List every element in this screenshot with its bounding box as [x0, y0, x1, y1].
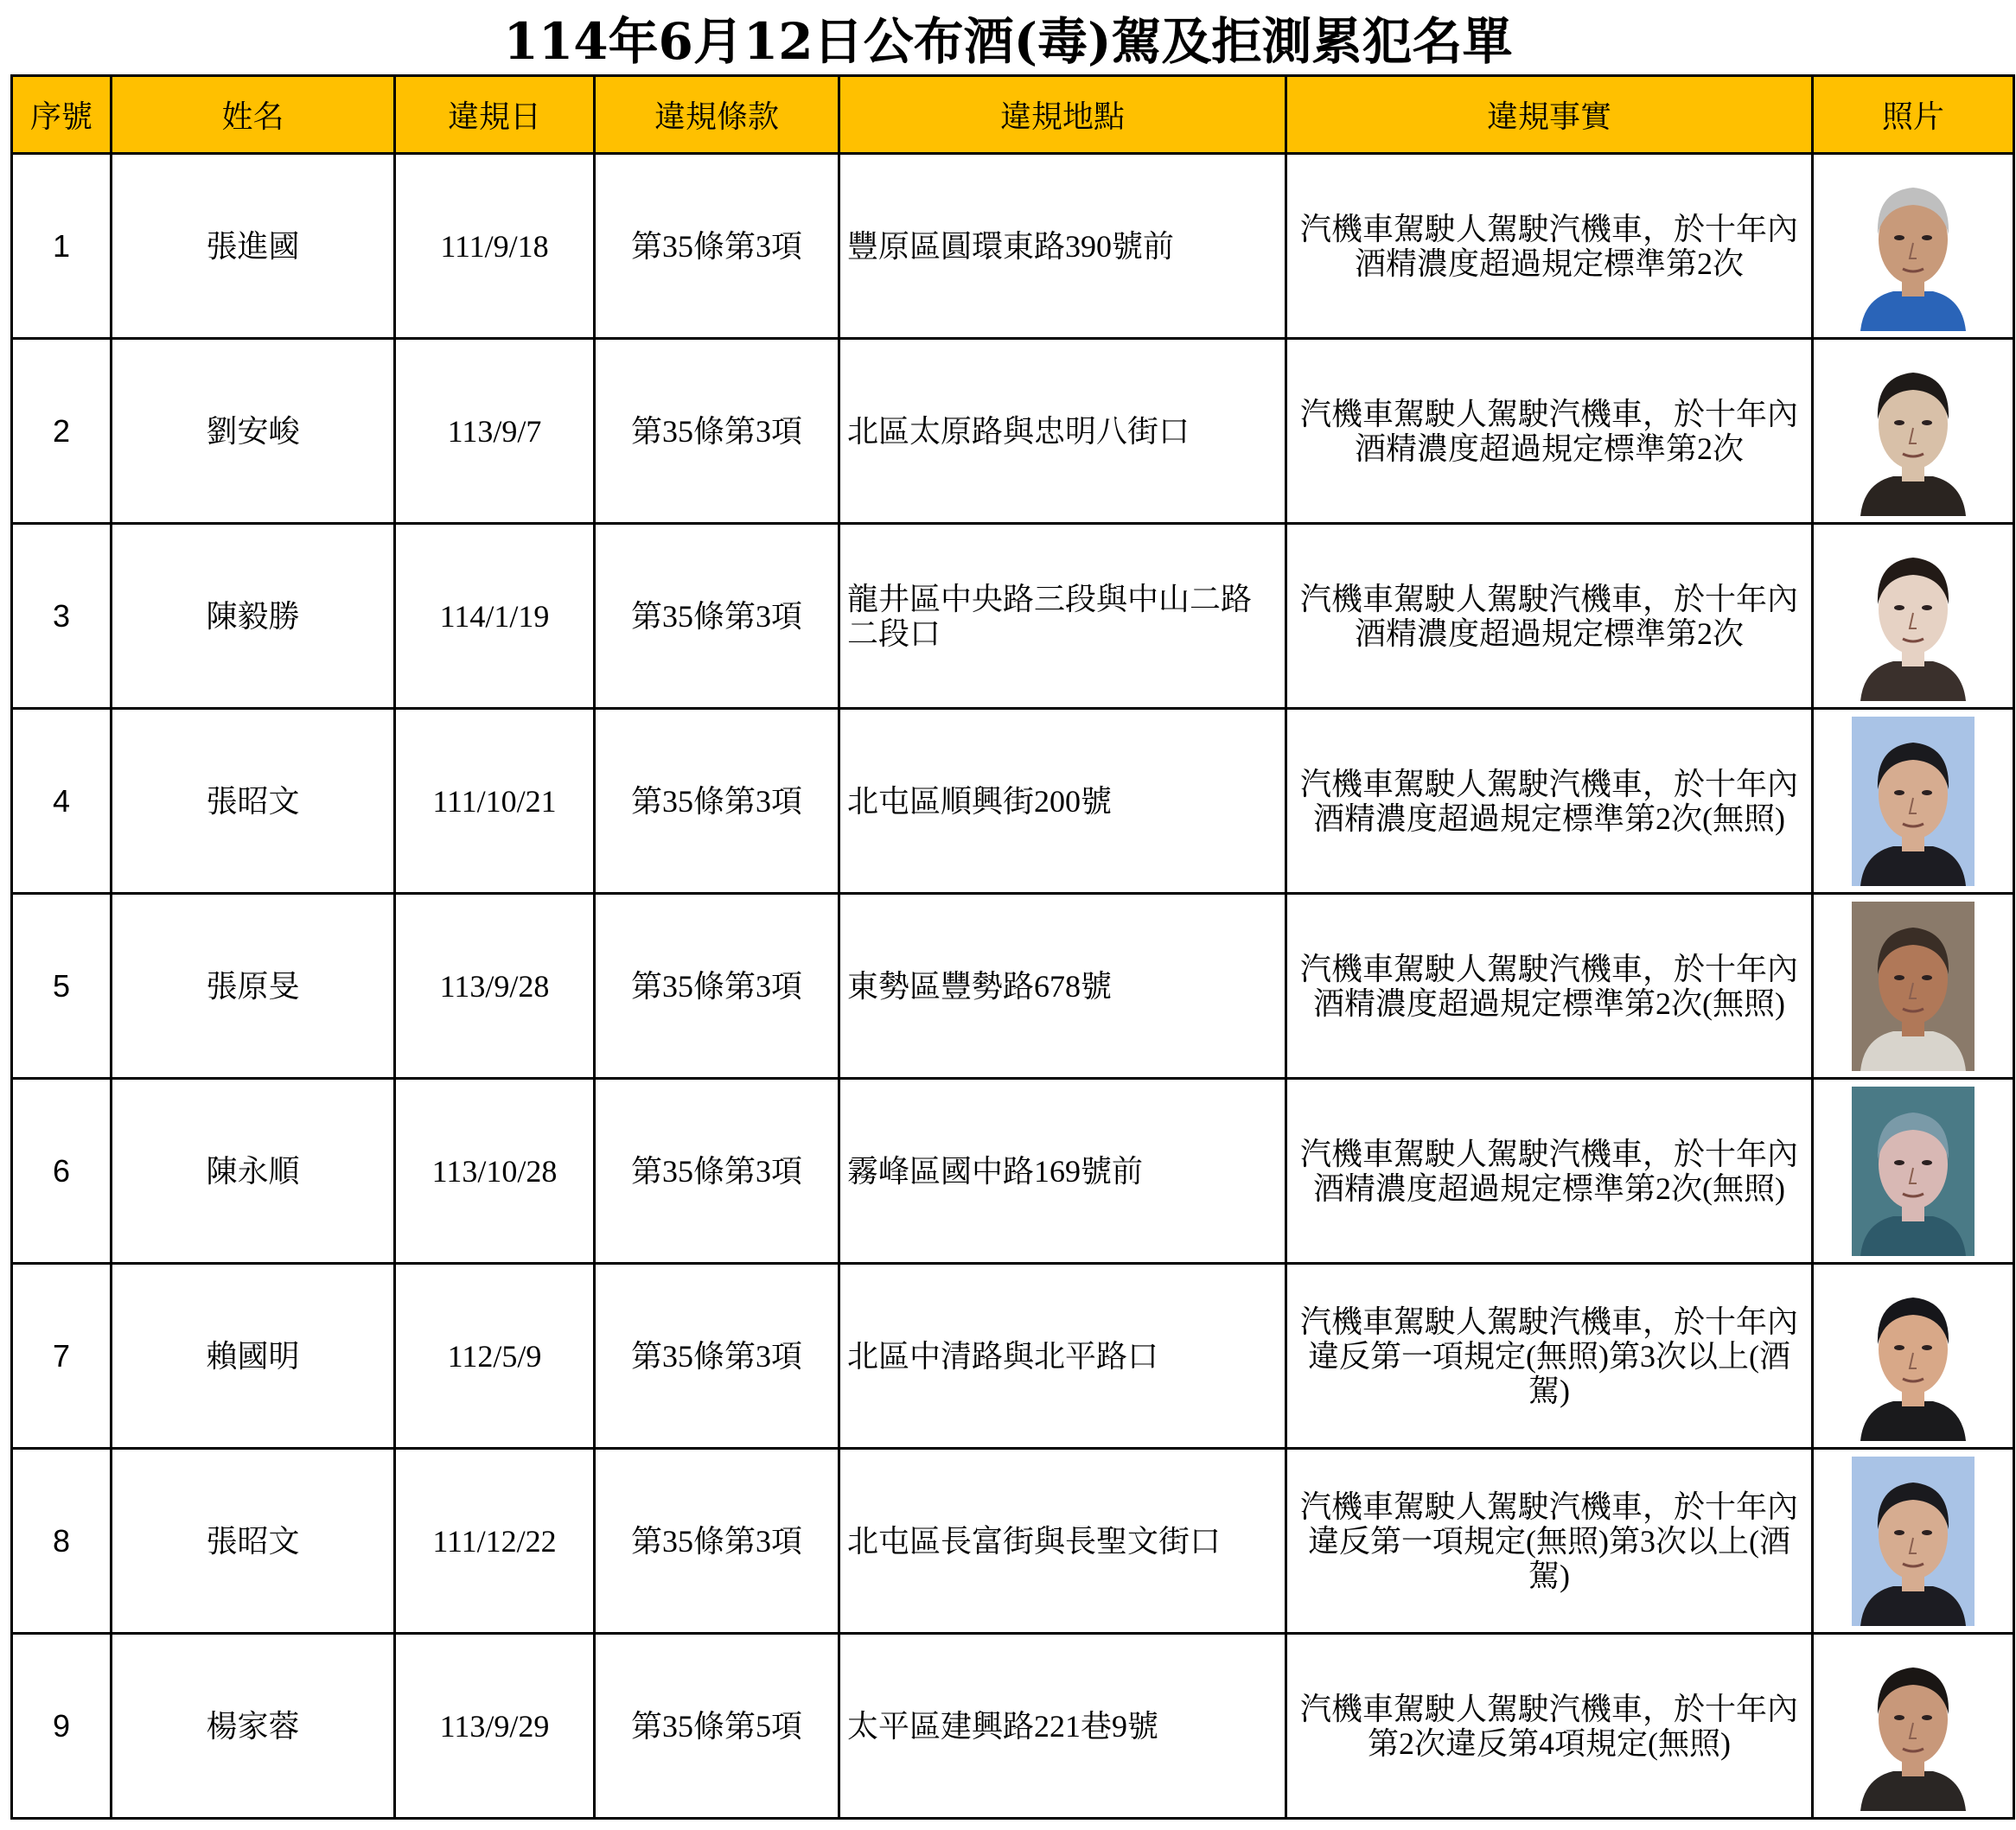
photo-cell — [1813, 1449, 2014, 1634]
name-cell: 劉安峻 — [112, 339, 395, 524]
portrait-photo — [1852, 162, 1975, 331]
clause-cell: 第35條第3項 — [595, 709, 839, 894]
date-cell: 113/9/7 — [395, 339, 595, 524]
photo-cell — [1813, 1264, 2014, 1449]
fact-cell: 汽機車駕駛人駕駛汽機車，於十年內違反第一項規定(無照)第3次以上(酒駕) — [1286, 1264, 1813, 1449]
seq-cell: 9 — [12, 1634, 112, 1819]
fact-cell: 汽機車駕駛人駕駛汽機車，於十年內酒精濃度超過規定標準第2次(無照) — [1286, 1079, 1813, 1264]
portrait-photo — [1852, 532, 1975, 701]
photo-cell — [1813, 524, 2014, 709]
seq-cell: 3 — [12, 524, 112, 709]
portrait-photo — [1852, 1642, 1975, 1811]
fact-cell: 汽機車駕駛人駕駛汽機車，於十年內第2次違反第4項規定(無照) — [1286, 1634, 1813, 1819]
fact-cell: 汽機車駕駛人駕駛汽機車，於十年內酒精濃度超過規定標準第2次(無照) — [1286, 709, 1813, 894]
location-cell: 北屯區長富街與長聖文街口 — [839, 1449, 1286, 1634]
date-cell: 113/10/28 — [395, 1079, 595, 1264]
date-cell: 111/10/21 — [395, 709, 595, 894]
clause-cell: 第35條第3項 — [595, 894, 839, 1079]
fact-cell: 汽機車駕駛人駕駛汽機車，於十年內酒精濃度超過規定標準第2次 — [1286, 154, 1813, 339]
location-cell: 北區中清路與北平路口 — [839, 1264, 1286, 1449]
table-row — [12, 1449, 2014, 1634]
table-row — [12, 894, 2014, 1079]
date-cell: 111/9/18 — [395, 154, 595, 339]
portrait-photo — [1852, 1272, 1975, 1441]
location-cell: 霧峰區國中路169號前 — [839, 1079, 1286, 1264]
portrait-photo — [1852, 717, 1975, 886]
date-cell: 113/9/28 — [395, 894, 595, 1079]
clause-cell: 第35條第3項 — [595, 154, 839, 339]
table-row — [12, 1264, 2014, 1449]
header-clause: 違規條款 — [595, 76, 839, 154]
portrait-photo — [1852, 1457, 1975, 1626]
table-row — [12, 524, 2014, 709]
photo-cell — [1813, 1634, 2014, 1819]
offender-table — [10, 74, 2015, 1820]
clause-cell: 第35條第3項 — [595, 339, 839, 524]
fact-cell: 汽機車駕駛人駕駛汽機車，於十年內酒精濃度超過規定標準第2次 — [1286, 339, 1813, 524]
seq-cell: 6 — [12, 1079, 112, 1264]
clause-cell: 第35條第5項 — [595, 1634, 839, 1819]
page-title: 114年6月12日公布酒(毒)駕及拒測累犯名單 — [503, 12, 1513, 71]
seq-cell: 2 — [12, 339, 112, 524]
header-row — [12, 76, 2014, 154]
name-cell: 楊家蓉 — [112, 1634, 395, 1819]
seq-cell: 4 — [12, 709, 112, 894]
clause-cell: 第35條第3項 — [595, 524, 839, 709]
header-date: 違規日 — [395, 76, 595, 154]
seq-cell: 5 — [12, 894, 112, 1079]
photo-cell — [1813, 154, 2014, 339]
header-photo: 照片 — [1813, 76, 2014, 154]
seq-cell: 7 — [12, 1264, 112, 1449]
clause-cell: 第35條第3項 — [595, 1449, 839, 1634]
header-location: 違規地點 — [839, 76, 1286, 154]
date-cell: 111/12/22 — [395, 1449, 595, 1634]
location-cell: 北區太原路與忠明八街口 — [839, 339, 1286, 524]
fact-cell: 汽機車駕駛人駕駛汽機車，於十年內酒精濃度超過規定標準第2次 — [1286, 524, 1813, 709]
location-cell: 太平區建興路221巷9號 — [839, 1634, 1286, 1819]
location-cell: 北屯區順興街200號 — [839, 709, 1286, 894]
table-row — [12, 1079, 2014, 1264]
table-row — [12, 1634, 2014, 1819]
portrait-photo — [1852, 347, 1975, 516]
date-cell: 112/5/9 — [395, 1264, 595, 1449]
fact-cell: 汽機車駕駛人駕駛汽機車，於十年內酒精濃度超過規定標準第2次(無照) — [1286, 894, 1813, 1079]
name-cell: 陳毅勝 — [112, 524, 395, 709]
table-row — [12, 339, 2014, 524]
photo-cell — [1813, 339, 2014, 524]
header-name: 姓名 — [112, 76, 395, 154]
table-row — [12, 154, 2014, 339]
clause-cell: 第35條第3項 — [595, 1264, 839, 1449]
name-cell: 張昭文 — [112, 709, 395, 894]
name-cell: 陳永順 — [112, 1079, 395, 1264]
portrait-photo — [1852, 1087, 1975, 1256]
portrait-photo — [1852, 902, 1975, 1071]
name-cell: 張原旻 — [112, 894, 395, 1079]
location-cell: 豐原區圓環東路390號前 — [839, 154, 1286, 339]
name-cell: 賴國明 — [112, 1264, 395, 1449]
header-seq: 序號 — [12, 76, 112, 154]
date-cell: 114/1/19 — [395, 524, 595, 709]
location-cell: 龍井區中央路三段與中山二路二段口 — [839, 524, 1286, 709]
name-cell: 張昭文 — [112, 1449, 395, 1634]
date-cell: 113/9/29 — [395, 1634, 595, 1819]
table-row — [12, 709, 2014, 894]
photo-cell — [1813, 894, 2014, 1079]
name-cell: 張進國 — [112, 154, 395, 339]
seq-cell: 1 — [12, 154, 112, 339]
clause-cell: 第35條第3項 — [595, 1079, 839, 1264]
header-fact: 違規事實 — [1286, 76, 1813, 154]
photo-cell — [1813, 1079, 2014, 1264]
photo-cell — [1813, 709, 2014, 894]
location-cell: 東勢區豐勢路678號 — [839, 894, 1286, 1079]
fact-cell: 汽機車駕駛人駕駛汽機車，於十年內違反第一項規定(無照)第3次以上(酒駕) — [1286, 1449, 1813, 1634]
seq-cell: 8 — [12, 1449, 112, 1634]
